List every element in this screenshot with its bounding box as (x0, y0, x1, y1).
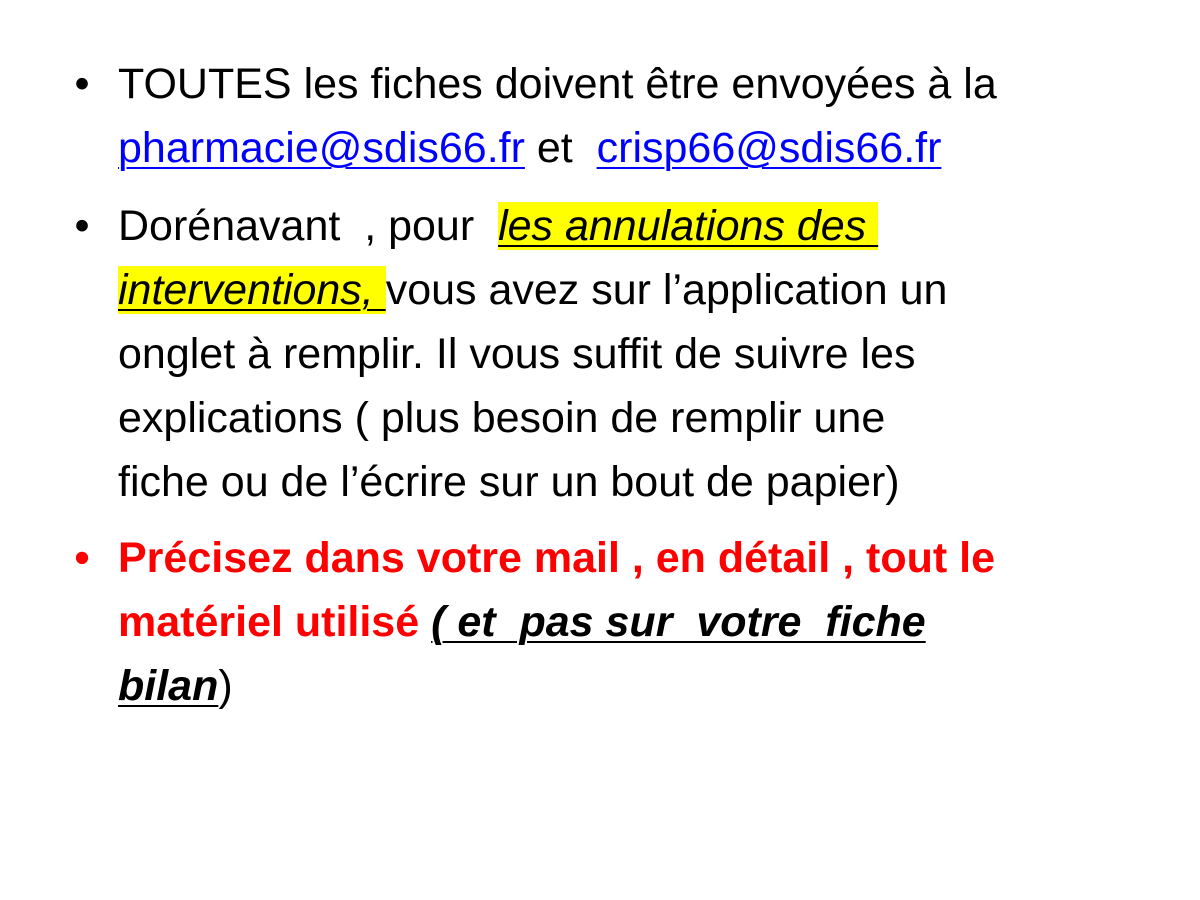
bullet-2-line-3: onglet à remplir. Il vous suffit de suivre les (118, 330, 916, 378)
bullet-2-line-1 (118, 194, 1128, 258)
bullet-2-lead: Dorénavant , pour (118, 202, 499, 250)
bullet-3 (118, 526, 1128, 718)
bullet-1-line-1: TOUTES les fiches doivent être envoyées à la (118, 60, 997, 108)
bullet-2-rest: vous avez sur l’application un (385, 266, 948, 314)
highlight-annulations: les annulations des (498, 202, 879, 250)
closing-paren: ) (218, 662, 233, 710)
highlight-interventions: interventions, (118, 266, 386, 314)
bullet-1 (118, 52, 1128, 180)
bullet-dot-1: • (74, 60, 90, 108)
note-bilan: bilan (118, 662, 219, 710)
bullet-3-line-2 (118, 590, 1128, 654)
bullet-1-line-2 (118, 116, 1128, 180)
bullet-3-line-3 (118, 654, 1128, 718)
bullet-2-line-5: fiche ou de l’écrire sur un bout de papier) (118, 458, 900, 506)
pharmacie-email-link[interactable]: pharmacie@sdis66.fr (118, 124, 525, 172)
bullet-2 (118, 194, 1128, 514)
bullet-3-red-text: matériel utilisé (118, 598, 432, 646)
bullet-2-line-2 (118, 258, 1128, 322)
connector-text: et (524, 124, 597, 172)
bullet-2-line-4: explications ( plus besoin de remplir une (118, 394, 886, 442)
bullet-3-line-1: Précisez dans votre mail , en détail , tout le (118, 534, 996, 582)
note-fiche: ( et pas sur votre fiche (431, 598, 926, 646)
bullet-dot-3: • (74, 534, 90, 582)
crisp-email-link[interactable]: crisp66@sdis66.fr (596, 124, 942, 172)
bullet-dot-2: • (74, 202, 90, 250)
